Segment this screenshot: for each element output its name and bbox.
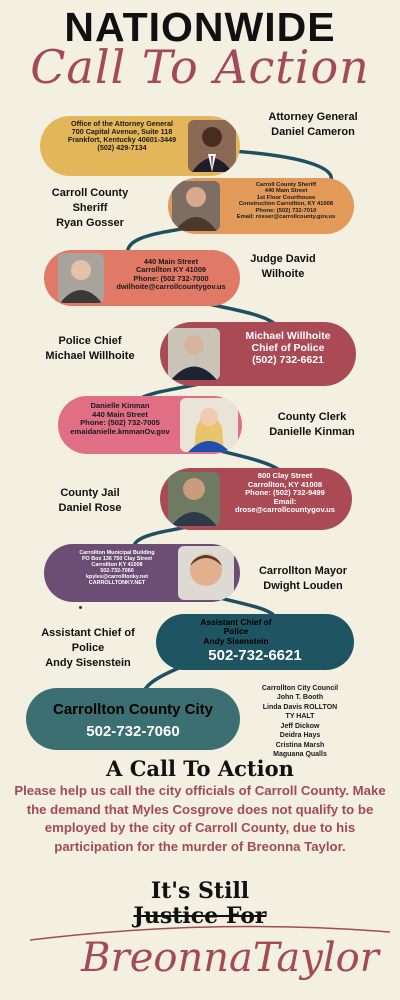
small-dot <box>79 606 82 609</box>
attorney-general-label: Attorney General Daniel Cameron <box>268 111 358 138</box>
sheriff-card <box>168 178 354 234</box>
underline-flourish <box>30 918 390 948</box>
city-card-title: Carrollton County City <box>53 701 213 718</box>
judge-card <box>44 250 240 306</box>
city-card <box>26 688 240 750</box>
call-to-action-heading: A Call To Action <box>106 756 294 781</box>
assistant-chief-label: Assistant Chief of Police Andy Sisenstein <box>41 627 135 669</box>
mayor-photo <box>178 546 234 600</box>
assistant-chief-card-title: Assistant Chief of Police Andy Sisenstein <box>200 617 272 646</box>
county-clerk-label: County Clerk Danielle Kinman <box>269 411 355 438</box>
sheriff-label: Carroll County Sheriff Ryan Gosser <box>51 187 129 229</box>
portrait-icon <box>168 472 220 526</box>
county-jail-label: County Jail Daniel Rose <box>58 487 122 514</box>
police-chief-label: Police Chief Michael Willhoite <box>45 335 135 362</box>
attorney-general-card <box>40 116 240 176</box>
city-card-phone: 502-732-7060 <box>86 723 180 740</box>
portrait-icon <box>178 546 234 600</box>
portrait-icon <box>188 120 236 172</box>
attorney-general-photo <box>188 120 236 172</box>
police-chief-photo <box>168 328 220 380</box>
portrait-icon <box>58 253 104 303</box>
police-chief-card-text: Michael Willhoite Chief of Police (502) 732-6621 <box>245 330 331 366</box>
footer-line-2: Justice For <box>133 903 267 929</box>
county-jail-card-text: 800 Clay Street Carrollton, KY 41008 Phone: (502) 732-9499 Email: drose@carrollcountygov.us <box>234 471 336 514</box>
mayor-label: Carrollton Mayor Dwight Louden <box>258 565 347 592</box>
attorney-general-card-text: Office of the Attorney General 700 Capital Avenue, Suite 118 Frankfort, Kentucky 40601-3449 (502) 429-7134 <box>67 119 177 153</box>
assistant-chief-card-phone: 502-732-6621 <box>208 647 302 664</box>
portrait-icon <box>172 181 220 231</box>
call-to-action-body: Please help us call the city officials of Carroll County. Make the demand that Myles Cosgrove does not qualify to be employed by the city of Carroll County, due to his participation for the murder of Breonna Taylor. <box>14 783 386 855</box>
page-subtitle: Call To Action <box>30 40 370 94</box>
footer-name: BreonnaTaylor <box>81 935 379 981</box>
city-council-list: Carrollton City Council John T. Booth Linda Davis ROLLTON TY HALT Jeff Dickow Deidra Hays Cristina Marsh Maguana Qualls <box>261 685 339 759</box>
judge-photo <box>58 253 104 303</box>
judge-card-text: 440 Main Street Carrollton KY 41009 Phone: (502 732-7000 dwilhoite@carrollcountygov.us <box>116 257 226 291</box>
footer-line-1: It's Still <box>150 878 250 904</box>
mayor-card <box>44 544 240 602</box>
sheriff-photo <box>172 181 220 231</box>
county-jail-card <box>160 468 352 530</box>
page-title: NATIONWIDE <box>64 4 336 50</box>
sheriff-card-text: Carroll County Sheriff 440 Main Street 1st Floor Courthouse Construction Carrollton, KY 41008 Phone: (502) 732-7010 Email: rosser@carrollcounty.gov.us <box>236 182 336 221</box>
portrait-icon <box>168 328 220 380</box>
county-clerk-card-text: Danielle Kinman 440 Main Street Phone: (502) 732-7005 emaidanielle.kmmanOv.gov <box>70 401 170 436</box>
county-clerk-photo <box>180 398 238 452</box>
judge-label: Judge David Wilhoite <box>250 253 316 280</box>
portrait-icon <box>180 398 238 452</box>
assistant-chief-card <box>156 614 354 670</box>
county-jail-photo <box>168 472 220 526</box>
county-clerk-card <box>58 396 242 454</box>
mayor-card-text: Carrollton Municipal Building PO Box 136 750 Clay Street Carrollton KY 41008 502-732-7060 kpyles@carrolltonky.net CARROLLTONKY.NET <box>79 550 155 587</box>
police-chief-card <box>160 322 356 386</box>
